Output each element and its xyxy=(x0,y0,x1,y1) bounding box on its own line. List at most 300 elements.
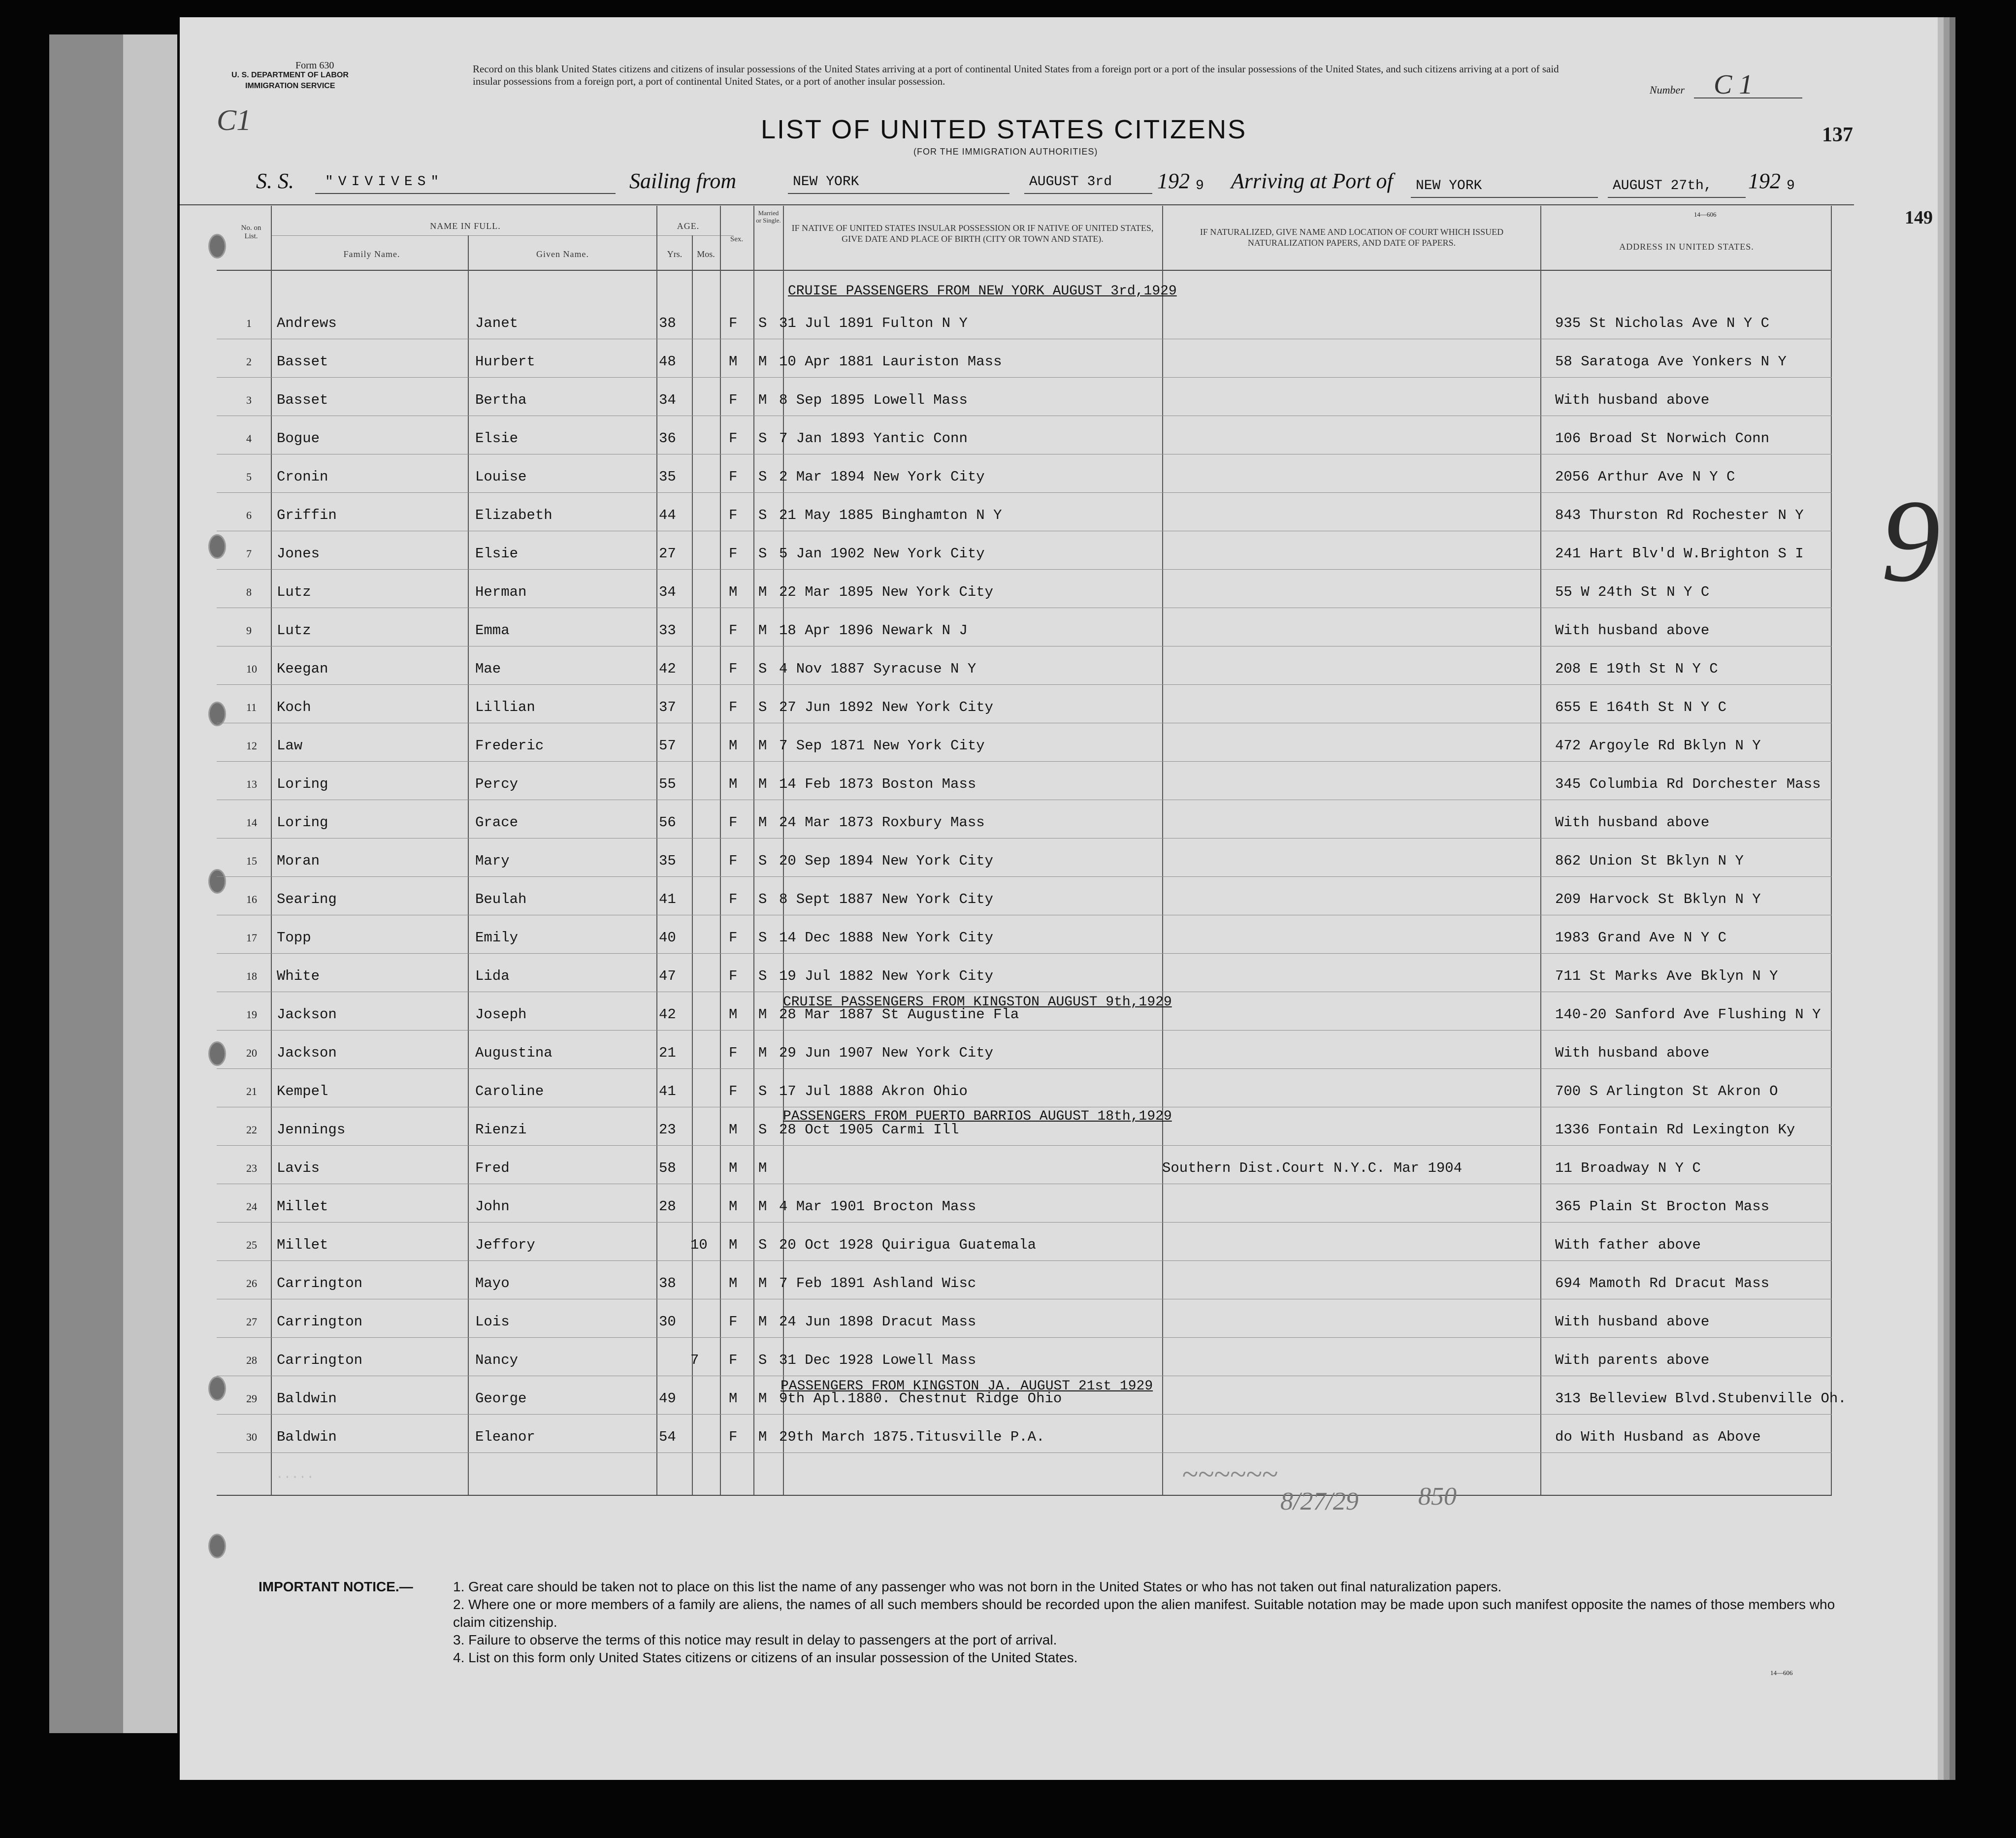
form-service: IMMIGRATION SERVICE xyxy=(245,82,335,90)
cell-ms: M xyxy=(758,1275,767,1291)
cell-ms: M xyxy=(758,622,767,639)
cell-family: Kempel xyxy=(277,1083,328,1099)
cell-family: Baldwin xyxy=(277,1429,337,1445)
cell-given: Elsie xyxy=(475,430,519,447)
cell-birth: 31 Jul 1891 Fulton N Y xyxy=(779,315,968,331)
inspector-signature: ~~~~~~ xyxy=(1182,1458,1278,1490)
header-bottom xyxy=(217,270,1832,271)
cell-family: Carrington xyxy=(277,1314,363,1330)
cell-ms: M xyxy=(758,1160,767,1176)
cell-birth: 28 Mar 1887 St Augustine Fla xyxy=(779,1006,1019,1023)
row-rule xyxy=(217,1030,1832,1031)
cell-addr: With husband above xyxy=(1555,392,1710,408)
cell-sex: F xyxy=(729,1045,738,1061)
cell-family: Jackson xyxy=(277,1006,337,1023)
cell-family: Lavis xyxy=(277,1160,320,1176)
cell-ms: M xyxy=(758,1198,767,1215)
cell-no: 16 xyxy=(246,893,257,905)
cell-addr: With father above xyxy=(1555,1237,1701,1253)
cell-addr: With parents above xyxy=(1555,1352,1710,1368)
section-header: CRUISE PASSENGERS FROM KINGSTON AUGUST 9th,1929 xyxy=(783,995,1172,1010)
cell-no: 24 xyxy=(246,1200,257,1213)
cell-ms: M xyxy=(758,738,767,754)
binder-hole xyxy=(208,1376,226,1401)
binder-hole xyxy=(208,869,226,894)
cell-yrs: 42 xyxy=(659,661,676,677)
cell-no: 28 xyxy=(246,1354,257,1366)
cell-addr: With husband above xyxy=(1555,1314,1710,1330)
cell-no: 22 xyxy=(246,1124,257,1136)
to-port-underline xyxy=(1411,197,1598,198)
cell-addr: 140-20 Sanford Ave Flushing N Y xyxy=(1555,1006,1821,1023)
cell-birth: 14 Feb 1873 Boston Mass xyxy=(779,776,976,792)
cell-addr: 700 S Arlington St Akron O xyxy=(1555,1083,1778,1099)
cell-mos: 7 xyxy=(690,1352,699,1368)
cell-no: 21 xyxy=(246,1085,257,1097)
ship-name: "VIVIVES" xyxy=(325,174,444,190)
page-number: 137 xyxy=(1822,124,1853,146)
cell-given: Mary xyxy=(475,853,510,869)
cell-birth: 4 Mar 1901 Brocton Mass xyxy=(779,1198,976,1215)
cell-family: White xyxy=(277,968,320,984)
cell-yrs: 42 xyxy=(659,1006,676,1023)
cell-birth: 19 Jul 1882 New York City xyxy=(779,968,994,984)
cell-given: Emma xyxy=(475,622,510,639)
cell-birth: 17 Jul 1888 Akron Ohio xyxy=(779,1083,968,1099)
cell-birth: 20 Sep 1894 New York City xyxy=(779,853,994,869)
row-rule xyxy=(217,1068,1832,1069)
cell-sex: F xyxy=(729,853,738,869)
cell-birth: 8 Sep 1895 Lowell Mass xyxy=(779,392,968,408)
notice-lead: IMPORTANT NOTICE.— xyxy=(259,1579,413,1594)
from-year: 9 xyxy=(1196,178,1204,193)
cell-yrs: 49 xyxy=(659,1390,676,1407)
row-rule xyxy=(217,1337,1832,1338)
cell-addr: 655 E 164th St N Y C xyxy=(1555,699,1727,715)
binder-hole xyxy=(208,534,226,559)
row-rule xyxy=(217,377,1832,378)
cell-birth: 24 Mar 1873 Roxbury Mass xyxy=(779,814,985,831)
cell-mos: 10 xyxy=(690,1237,708,1253)
cell-given: Elizabeth xyxy=(475,507,553,523)
cell-given: Eleanor xyxy=(475,1429,535,1445)
cell-given: Herman xyxy=(475,584,527,600)
from-date: AUGUST 3rd xyxy=(1029,174,1112,190)
header-age: AGE. xyxy=(677,221,700,231)
cell-addr: 2056 Arthur Ave N Y C xyxy=(1555,469,1735,485)
cell-sex: F xyxy=(729,814,738,831)
cell-no: 8 xyxy=(246,586,252,598)
cell-yrs: 34 xyxy=(659,584,676,600)
cell-given: Percy xyxy=(475,776,519,792)
cell-given: George xyxy=(475,1390,527,1407)
cell-family: Carrington xyxy=(277,1275,363,1291)
cell-birth: 22 Mar 1895 New York City xyxy=(779,584,994,600)
cell-sex: F xyxy=(729,315,738,331)
cell-no: 23 xyxy=(246,1162,257,1174)
cell-no: 10 xyxy=(246,663,257,675)
cell-yrs: 36 xyxy=(659,430,676,447)
cell-sex: F xyxy=(729,891,738,907)
cell-birth: 20 Oct 1928 Quirigua Guatemala xyxy=(779,1237,1037,1253)
binder-hole xyxy=(208,1041,226,1066)
cell-yrs: 38 xyxy=(659,1275,676,1291)
number-underline xyxy=(1694,97,1802,98)
cell-birth: 14 Dec 1888 New York City xyxy=(779,930,994,946)
cell-family: Moran xyxy=(277,853,320,869)
cell-given: Fred xyxy=(475,1160,510,1176)
cell-family: Koch xyxy=(277,699,311,715)
cell-no: 27 xyxy=(246,1316,257,1328)
cell-yrs: 21 xyxy=(659,1045,676,1061)
ship-underline xyxy=(315,193,616,194)
cell-ms: S xyxy=(758,891,767,907)
cell-yrs: 35 xyxy=(659,853,676,869)
cell-sex: M xyxy=(729,1198,738,1215)
cell-addr: 241 Hart Blv'd W.Brighton S I xyxy=(1555,546,1804,562)
cell-ms: S xyxy=(758,853,767,869)
col-line xyxy=(1831,206,1832,1496)
col-line xyxy=(271,206,272,1496)
corner-mark: C1 xyxy=(217,104,252,136)
cell-given: Augustina xyxy=(475,1045,553,1061)
cell-no: 12 xyxy=(246,740,257,752)
cell-addr: 345 Columbia Rd Dorchester Mass xyxy=(1555,776,1821,792)
from-port: NEW YORK xyxy=(793,174,859,190)
cell-no: 18 xyxy=(246,970,257,982)
to-date: AUGUST 27th, xyxy=(1613,178,1712,193)
cell-family: Baldwin xyxy=(277,1390,337,1407)
cell-sex: M xyxy=(729,1006,738,1023)
margin-nine: 9 xyxy=(1881,475,1940,606)
page-subtitle: (FOR THE IMMIGRATION AUTHORITIES) xyxy=(913,147,1098,157)
section-header: PASSENGERS FROM PUERTO BARRIOS AUGUST 18th,1929 xyxy=(783,1109,1172,1124)
row-rule xyxy=(217,876,1832,877)
cell-sex: F xyxy=(729,1083,738,1099)
cell-addr: 106 Broad St Norwich Conn xyxy=(1555,430,1770,447)
cell-addr: 208 E 19th St N Y C xyxy=(1555,661,1718,677)
cell-addr: With husband above xyxy=(1555,622,1710,639)
cell-ms: M xyxy=(758,1314,767,1330)
arriving-label: Arriving at Port of xyxy=(1231,169,1393,193)
cell-given: John xyxy=(475,1198,510,1215)
cell-given: Lida xyxy=(475,968,510,984)
row-rule xyxy=(217,684,1832,685)
cell-birth: 18 Apr 1896 Newark N J xyxy=(779,622,968,639)
cell-ms: S xyxy=(758,546,767,562)
cell-yrs: 41 xyxy=(659,891,676,907)
cell-birth: 2 Mar 1894 New York City xyxy=(779,469,985,485)
cell-birth: 21 May 1885 Binghamton N Y xyxy=(779,507,1002,523)
cell-sex: M xyxy=(729,1237,738,1253)
cell-no: 1 xyxy=(246,317,252,329)
col-line xyxy=(753,206,754,1496)
row-rule xyxy=(217,1260,1832,1261)
notice-item: 1. Great care should be taken not to place on this list the name of any passenger who was not born in the United States or who has not taken out final naturalization papers. xyxy=(453,1579,1502,1594)
cell-ms: M xyxy=(758,354,767,370)
cell-family: Loring xyxy=(277,776,328,792)
cell-given: Lillian xyxy=(475,699,535,715)
cell-no: 3 xyxy=(246,394,252,406)
cell-yrs: 41 xyxy=(659,1083,676,1099)
col-line xyxy=(692,235,693,1496)
cell-family: Topp xyxy=(277,930,311,946)
cell-ms: S xyxy=(758,1352,767,1368)
cell-sex: F xyxy=(729,661,738,677)
struck-row: ····· xyxy=(276,1470,315,1484)
cell-yrs: 35 xyxy=(659,469,676,485)
cell-no: 6 xyxy=(246,509,252,521)
cell-birth: 27 Jun 1892 New York City xyxy=(779,699,994,715)
cell-no: 30 xyxy=(246,1431,257,1443)
binder-hole xyxy=(208,234,226,258)
cell-family: Searing xyxy=(277,891,337,907)
cell-family: Keegan xyxy=(277,661,328,677)
cell-yrs: 38 xyxy=(659,315,676,331)
cell-birth: 7 Sep 1871 New York City xyxy=(779,738,985,754)
cell-addr: 862 Union St Bklyn N Y xyxy=(1555,853,1744,869)
col-line xyxy=(468,235,469,1496)
cell-yrs: 47 xyxy=(659,968,676,984)
cell-birth: 7 Feb 1891 Ashland Wisc xyxy=(779,1275,976,1291)
row-rule xyxy=(217,761,1832,762)
number-label: Number xyxy=(1650,84,1685,96)
cell-sex: F xyxy=(729,1314,738,1330)
cell-sex: F xyxy=(729,622,738,639)
header-given-name: Given Name. xyxy=(536,249,589,259)
cell-family: Carrington xyxy=(277,1352,363,1368)
cell-sex: M xyxy=(729,776,738,792)
cell-ms: S xyxy=(758,1237,767,1253)
cell-yrs: 57 xyxy=(659,738,676,754)
cell-addr: 313 Belleview Blvd.Stubenville Oh. xyxy=(1555,1390,1847,1407)
cell-family: Loring xyxy=(277,814,328,831)
cell-ms: M xyxy=(758,1006,767,1023)
section-header: CRUISE PASSENGERS FROM NEW YORK AUGUST 3rd,1929 xyxy=(788,284,1177,299)
signature-date: 8/27/29 xyxy=(1280,1487,1359,1516)
cell-sex: F xyxy=(729,546,738,562)
signature-code: 850 xyxy=(1418,1483,1457,1511)
cell-yrs: 56 xyxy=(659,814,676,831)
to-year-prefix: 192 xyxy=(1748,169,1781,193)
row-rule xyxy=(217,492,1832,493)
cell-sex: F xyxy=(729,930,738,946)
cell-addr: 365 Plain St Brocton Mass xyxy=(1555,1198,1770,1215)
cell-ms: M xyxy=(758,1429,767,1445)
cell-addr: 11 Broadway N Y C xyxy=(1555,1160,1701,1176)
header-split xyxy=(271,235,734,236)
cell-given: Joseph xyxy=(475,1006,527,1023)
row-rule xyxy=(217,1414,1832,1415)
page-title: LIST OF UNITED STATES CITIZENS xyxy=(761,115,1247,144)
header-naturalized: IF NATURALIZED, GIVE NAME AND LOCATION OF COURT WHICH ISSUED NATURALIZATION PAPERS, AND DATE OF PAPERS. xyxy=(1200,227,1504,248)
cell-addr: 58 Saratoga Ave Yonkers N Y xyxy=(1555,354,1787,370)
cell-birth: 10 Apr 1881 Lauriston Mass xyxy=(779,354,1002,370)
cell-given: Beulah xyxy=(475,891,527,907)
cell-ms: M xyxy=(758,584,767,600)
cell-yrs: 58 xyxy=(659,1160,676,1176)
cell-no: 13 xyxy=(246,778,257,790)
cell-given: Janet xyxy=(475,315,519,331)
cell-yrs: 23 xyxy=(659,1122,676,1138)
cell-given: Frederic xyxy=(475,738,544,754)
side-number: 149 xyxy=(1905,207,1933,228)
cell-no: 19 xyxy=(246,1008,257,1021)
cell-no: 7 xyxy=(246,548,252,560)
cell-sex: M xyxy=(729,1160,738,1176)
cell-birth: 5 Jan 1902 New York City xyxy=(779,546,985,562)
header-mos: Mos. xyxy=(697,249,715,259)
cell-yrs: 27 xyxy=(659,546,676,562)
cell-addr: 935 St Nicholas Ave N Y C xyxy=(1555,315,1770,331)
cell-addr: 209 Harvock St Bklyn N Y xyxy=(1555,891,1761,907)
form-department: U. S. DEPARTMENT OF LABOR xyxy=(231,71,349,79)
cell-addr: 694 Mamoth Rd Dracut Mass xyxy=(1555,1275,1770,1291)
col-line xyxy=(656,206,657,1496)
cell-given: Hurbert xyxy=(475,354,535,370)
cell-ms: S xyxy=(758,507,767,523)
cell-birth: 29 Jun 1907 New York City xyxy=(779,1045,994,1061)
cell-birth: 4 Nov 1887 Syracuse N Y xyxy=(779,661,976,677)
cell-no: 9 xyxy=(246,624,252,637)
ss-label: S. S. xyxy=(256,169,294,193)
header-birth: IF NATIVE OF UNITED STATES INSULAR POSSESSION OR IF NATIVE OF UNITED STATES, GIVE DATE AND PLACE OF BIRTH (CITY OR TOWN AND STATE). xyxy=(791,223,1154,244)
cell-sex: F xyxy=(729,392,738,408)
cell-addr: 1983 Grand Ave N Y C xyxy=(1555,930,1727,946)
col-line xyxy=(1162,206,1163,1496)
cell-no: 4 xyxy=(246,432,252,445)
cell-ms: S xyxy=(758,699,767,715)
row-rule xyxy=(217,1145,1832,1146)
cell-birth: 28 Oct 1905 Carmi Ill xyxy=(779,1122,959,1138)
cell-sex: F xyxy=(729,968,738,984)
cell-yrs: 28 xyxy=(659,1198,676,1215)
cell-ms: S xyxy=(758,315,767,331)
row-rule xyxy=(217,953,1832,954)
cell-given: Elsie xyxy=(475,546,519,562)
cell-sex: M xyxy=(729,354,738,370)
notice-item: 2. Where one or more members of a family are aliens, the names of all such members should be recorded upon the alien manifest. Suitable notation may be made upon such manifest opposite the names of those members who claim citizenship. xyxy=(453,1597,1835,1630)
form-number: Form 630 xyxy=(295,60,334,71)
cell-sex: F xyxy=(729,1352,738,1368)
cell-addr: do With Husband as Above xyxy=(1555,1429,1761,1445)
number-value: C 1 xyxy=(1714,69,1753,100)
cell-sex: M xyxy=(729,1390,738,1407)
to-date-underline xyxy=(1608,197,1746,198)
cell-family: Millet xyxy=(277,1237,328,1253)
cell-addr: 472 Argoyle Rd Bklyn N Y xyxy=(1555,738,1761,754)
cell-given: Caroline xyxy=(475,1083,544,1099)
cell-family: Jones xyxy=(277,546,320,562)
cell-given: Mae xyxy=(475,661,501,677)
cell-sex: F xyxy=(729,507,738,523)
cell-no: 26 xyxy=(246,1277,257,1290)
header-address: ADDRESS IN UNITED STATES. xyxy=(1619,242,1754,252)
header-yrs: Yrs. xyxy=(667,249,683,259)
cell-no: 2 xyxy=(246,355,252,368)
cell-given: Nancy xyxy=(475,1352,519,1368)
cell-ms: S xyxy=(758,1122,767,1138)
cell-yrs: 48 xyxy=(659,354,676,370)
cell-yrs: 55 xyxy=(659,776,676,792)
cell-yrs: 40 xyxy=(659,930,676,946)
notice-item: 3. Failure to observe the terms of this notice may result in delay to passengers at the port of arrival. xyxy=(453,1632,1057,1647)
cell-addr: 711 St Marks Ave Bklyn N Y xyxy=(1555,968,1778,984)
cell-sex: M xyxy=(729,738,738,754)
row-rule xyxy=(217,569,1832,570)
header-sex: Sex. xyxy=(730,235,744,243)
cell-birth: 29th March 1875.Titusville P.A. xyxy=(779,1429,1045,1445)
cell-family: Basset xyxy=(277,392,328,408)
cell-birth: 8 Sept 1887 New York City xyxy=(779,891,994,907)
cell-sex: M xyxy=(729,1122,738,1138)
col-line xyxy=(1540,206,1541,1496)
cell-family: Bogue xyxy=(277,430,320,447)
cell-birth: 31 Dec 1928 Lowell Mass xyxy=(779,1352,976,1368)
cell-family: Law xyxy=(277,738,303,754)
col-line xyxy=(720,206,721,1496)
cell-ms: M xyxy=(758,776,767,792)
cell-no: 20 xyxy=(246,1047,257,1059)
cell-given: Emily xyxy=(475,930,519,946)
cell-yrs: 30 xyxy=(659,1314,676,1330)
form-instruction: Record on this blank United States citizens and citizens of insular possessions of the United States arriving at a port of continental United States from a foreign port or a port of the insular possessions of the United States, and such citizens arriving at a port of said insular possessions from a foreign port, a port of continental United States, or a port of another insular possession. xyxy=(473,63,1559,87)
to-port: NEW YORK xyxy=(1416,178,1482,193)
cell-yrs: 34 xyxy=(659,392,676,408)
cell-family: Jackson xyxy=(277,1045,337,1061)
cell-sex: F xyxy=(729,699,738,715)
cell-given: Rienzi xyxy=(475,1122,527,1138)
cell-family: Jennings xyxy=(277,1122,346,1138)
page-edge-left-inner xyxy=(123,34,177,1733)
cell-addr: With husband above xyxy=(1555,814,1710,831)
cell-given: Bertha xyxy=(475,392,527,408)
to-year: 9 xyxy=(1787,178,1795,193)
header-married: Married or Single. xyxy=(756,209,781,224)
cell-given: Mayo xyxy=(475,1275,510,1291)
important-notice xyxy=(259,1578,1859,1667)
notice-item: 4. List on this form only United States citizens or citizens of an insular possession of the United States. xyxy=(453,1650,1078,1665)
cell-family: Millet xyxy=(277,1198,328,1215)
cell-no: 17 xyxy=(246,932,257,944)
cell-no: 25 xyxy=(246,1239,257,1251)
cell-sex: F xyxy=(729,430,738,447)
cell-ms: S xyxy=(758,430,767,447)
cell-birth: 9th Apl.1880. Chestnut Ridge Ohio xyxy=(779,1390,1062,1407)
cell-ms: M xyxy=(758,1390,767,1407)
cell-ms: S xyxy=(758,968,767,984)
cell-addr: 55 W 24th St N Y C xyxy=(1555,584,1710,600)
cell-no: 11 xyxy=(246,701,257,713)
binder-hole xyxy=(208,1534,226,1558)
cell-sex: F xyxy=(729,469,738,485)
cell-given: Louise xyxy=(475,469,527,485)
cell-no: 5 xyxy=(246,471,252,483)
header-name-in-full: NAME IN FULL. xyxy=(430,221,501,231)
table-bottom xyxy=(217,1495,1832,1496)
cell-yrs: 54 xyxy=(659,1429,676,1445)
cell-sex: M xyxy=(729,584,738,600)
cell-birth: 24 Jun 1898 Dracut Mass xyxy=(779,1314,976,1330)
cell-given: Jeffory xyxy=(475,1237,535,1253)
cell-addr: With husband above xyxy=(1555,1045,1710,1061)
from-port-underline xyxy=(788,193,1009,194)
cell-no: 15 xyxy=(246,855,257,867)
cell-ms: S xyxy=(758,930,767,946)
cell-ms: M xyxy=(758,814,767,831)
from-year-prefix: 192 xyxy=(1157,169,1190,193)
cell-given: Lois xyxy=(475,1314,510,1330)
